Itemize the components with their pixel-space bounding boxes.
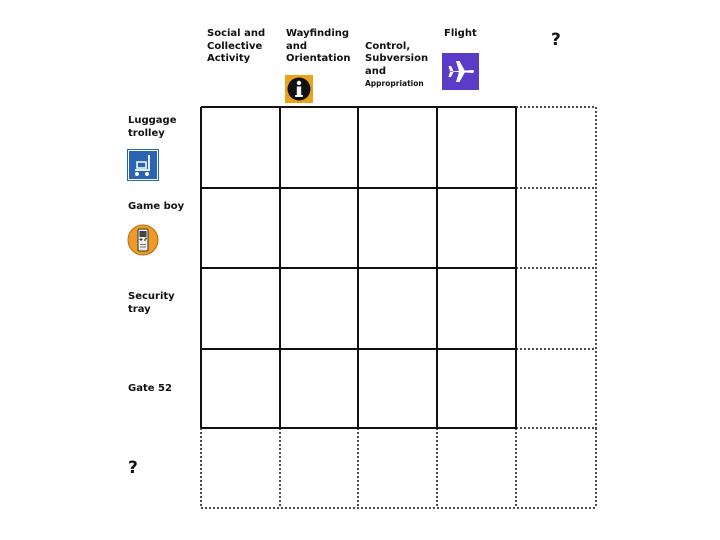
row-header-luggage-trolley: Luggage trolley [128,115,177,139]
row-header-gate-52: Gate 52 [128,383,172,394]
column-header-wayfinding: Wayfinding and Orientation [286,28,351,64]
column-header-unknown: ? [551,30,561,50]
column-header-flight: Flight [444,28,477,39]
solid-grid [201,107,516,428]
column-header-control-label: Control, Subversion and [365,40,429,77]
dotted-extension-column [516,107,596,428]
column-header-control-small: Appropriation [365,79,424,88]
column-header-social-activity: Social and Collective Activity [207,28,266,64]
row-header-security-tray: Security tray [128,291,175,315]
row-header-unknown: ? [128,458,138,478]
dotted-extension-row [201,428,596,508]
row-header-game-boy: Game boy [128,201,185,212]
